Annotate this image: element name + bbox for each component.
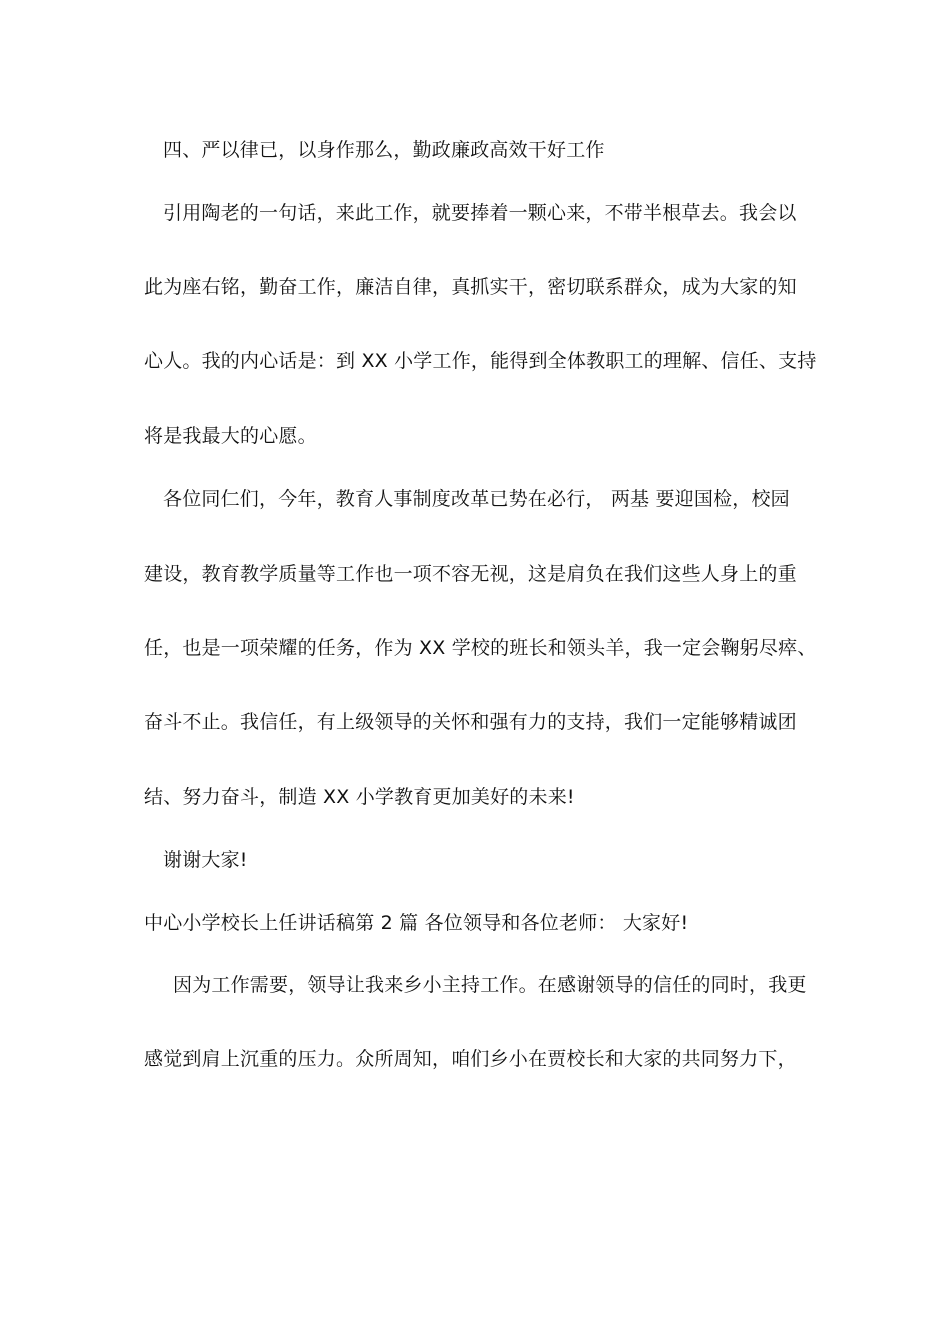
paragraph-line: 将是我最大的心愿。 [144, 425, 317, 447]
paragraph-line: 结、努力奋斗，制造 XX 小学教育更加美好的未来! [144, 786, 575, 808]
paragraph-line: 此为座右铭，勤奋工作，廉洁自律，真抓实干，密切联系群众，成为大家的知 [144, 276, 797, 298]
paragraph-line: 各位同仁们，今年，教育人事制度改革已势在必行， 两基 要迎国检，校园 [163, 488, 790, 510]
paragraph-line: 因为工作需要，领导让我来乡小主持工作。在感谢领导的信任的同时，我更 [173, 974, 807, 996]
closing-line: 谢谢大家! [163, 849, 248, 871]
section-heading: 四、严以律已，以身作那么，勤政廉政高效干好工作 [163, 139, 605, 161]
article-title-line: 中心小学校长上任讲话稿第 2 篇 各位领导和各位老师： 大家好! [144, 912, 689, 934]
paragraph-line: 引用陶老的一句话，来此工作，就要捧着一颗心来，不带半根草去。我会以 [163, 202, 797, 224]
paragraph-line: 心人。我的内心话是：到 XX 小学工作，能得到全体教职工的理解、信任、支持 [144, 350, 817, 372]
paragraph-line: 建设，教育教学质量等工作也一项不容无视，这是肩负在我们这些人身上的重 [144, 563, 797, 585]
paragraph-line: 感觉到肩上沉重的压力。众所周知，咱们乡小在贾校长和大家的共同努力下， [144, 1048, 797, 1070]
paragraph-line: 奋斗不止。我信任，有上级领导的关怀和强有力的支持，我们一定能够精诚团 [144, 711, 797, 733]
paragraph-line: 任，也是一项荣耀的任务，作为 XX 学校的班长和领头羊，我一定会鞠躬尽瘁、 [144, 637, 817, 659]
